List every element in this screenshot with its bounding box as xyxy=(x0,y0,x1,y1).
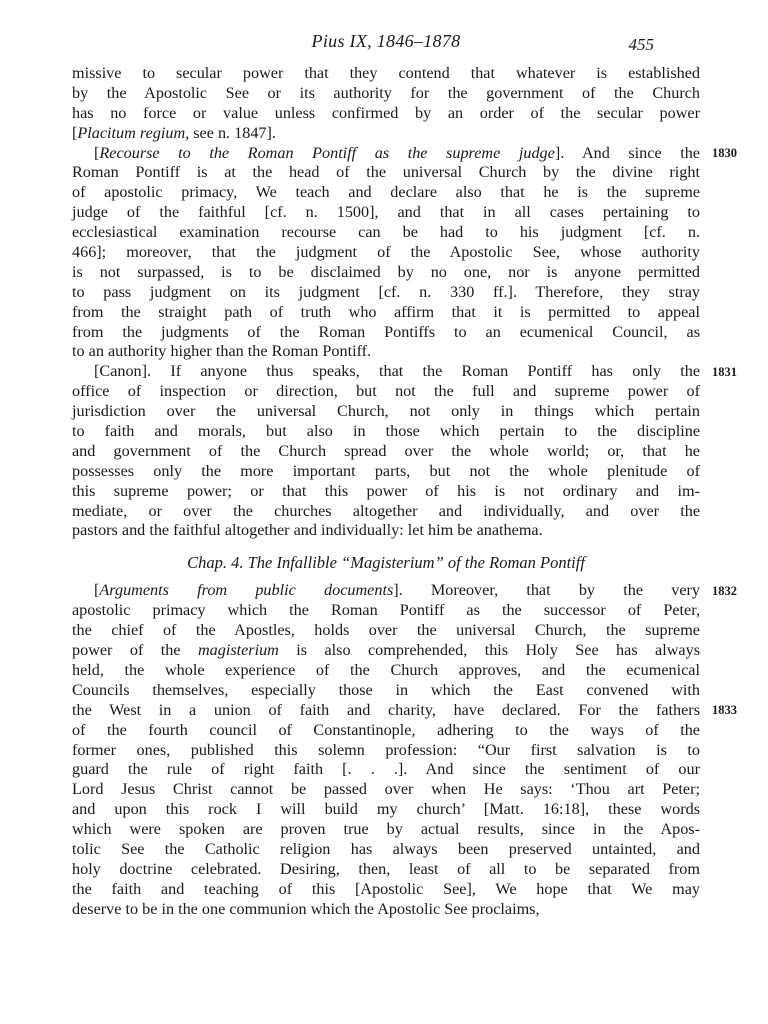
text-line: by the Apostolic See or its authority for the government of the Church xyxy=(72,83,700,102)
chapter-heading: Chap. 4. The Infallible “Magisterium” of the Roman Pontiff xyxy=(187,553,585,573)
text-line: [Placitum regium, see n. 1847]. xyxy=(72,123,276,142)
text-line: [Canon]. If anyone thus speaks, that the Roman Pontiff has only the xyxy=(94,362,700,381)
text-line: to faith and morals, but also in those which pertain to the discipline xyxy=(72,422,700,441)
text-line: which were spoken are proven true by actual results, since in the Apos- xyxy=(72,820,700,839)
text-line: from the judgments of the Roman Pontiffs to an ecumenical Council, as xyxy=(72,322,700,341)
text-line: Roman Pontiff is at the head of the universal Church by the divine right xyxy=(72,163,700,182)
text-line: office of inspection or direction, but not the full and supreme power of xyxy=(72,382,700,401)
text-line: ecclesiastical examination recourse can be had to his judgment [cf. n. xyxy=(72,223,700,242)
margin-number-1830: 1830 xyxy=(712,145,737,160)
text-line: guard the rule of right faith [. . .]. And since the sentiment of our xyxy=(72,760,700,779)
text-line: from the straight path of truth who affirm that it is permitted to appeal xyxy=(72,302,700,321)
text-line: tolic See the Catholic religion has always been preserved untainted, and xyxy=(72,839,700,858)
text-line: [Recourse to the Roman Pontiff as the supreme judge]. And since the xyxy=(94,143,700,162)
text-line: of the fourth council of Constantinople, adhering to the ways of the xyxy=(72,720,700,739)
text-line: Councils themselves, especially those in which the East convened with xyxy=(72,680,700,699)
body-text xyxy=(72,64,737,920)
text-line: power of the magisterium is also comprehended, this Holy See has always xyxy=(72,641,700,660)
text-line: possesses only the more important parts, but not the whole plenitude of xyxy=(72,461,700,480)
text-line: and government of the Church spread over the whole world; or, that he xyxy=(72,441,700,460)
text-line: deserve to be in the one communion which the Apostolic See proclaims, xyxy=(72,899,540,918)
text-line: held, the whole experience of the Church approves, and the ecumenical xyxy=(72,660,700,679)
text-line: [Arguments from public documents]. Moreover, that by the very xyxy=(94,581,700,600)
text-line: this supreme power; or that this power of his is not ordinary and im- xyxy=(72,481,700,500)
text-line: pastors and the faithful altogether and individually: let him be anathema. xyxy=(72,521,543,540)
page-number: 455 xyxy=(628,35,654,54)
text-line: to an authority higher than the Roman Pontiff. xyxy=(72,342,372,361)
text-line: the chief of the Apostles, holds over the universal Church, the supreme xyxy=(72,621,700,640)
running-head xyxy=(72,31,700,55)
text-line: jurisdiction over the universal Church, not only in things which pertain xyxy=(72,402,700,421)
text-line: the faith and teaching of this [Apostolic See], We hope that We may xyxy=(72,879,700,898)
text-line: the West in a union of faith and charity, have declared. For the fathers xyxy=(72,700,700,719)
text-line: is not surpassed, is to be disclaimed by no one, nor is anyone permitted xyxy=(72,262,700,281)
text-line: 466]; moreover, that the judgment of the Apostolic See, whose authority xyxy=(72,243,700,262)
text-line: former ones, published this solemn profession: “Our first salvation is to xyxy=(72,740,700,759)
text-line: judge of the faithful [cf. n. 1500], and that in all cases pertaining to xyxy=(72,203,700,222)
text-line: to pass judgment on its judgment [cf. n. 330 ff.]. Therefore, they stray xyxy=(72,282,700,301)
margin-number-1833: 1833 xyxy=(712,703,737,717)
margin-number-1831: 1831 xyxy=(712,364,737,379)
text-line: holy doctrine celebrated. Desiring, then, least of all to be separated from xyxy=(72,859,700,878)
text-line: of apostolic primacy, We teach and declare also that he is the supreme xyxy=(72,183,700,202)
text-line: has no force or value unless confirmed by an order of the secular power xyxy=(72,103,700,122)
text-line: and upon this rock I will build my church’ [Matt. 16:18], these words xyxy=(72,800,700,819)
text-line: missive to secular power that they contend that whatever is established xyxy=(72,64,700,82)
running-head-title: Pius IX, 1846–1878 xyxy=(311,31,461,51)
text-line: Lord Jesus Christ cannot be passed over when He says: ‘Thou art Peter; xyxy=(72,780,700,799)
text-line: apostolic primacy which the Roman Pontiff as the successor of Peter, xyxy=(72,601,700,620)
text-line: mediate, or over the churches altogether and individually, and over the xyxy=(72,501,700,520)
margin-number-1832: 1832 xyxy=(712,583,737,598)
